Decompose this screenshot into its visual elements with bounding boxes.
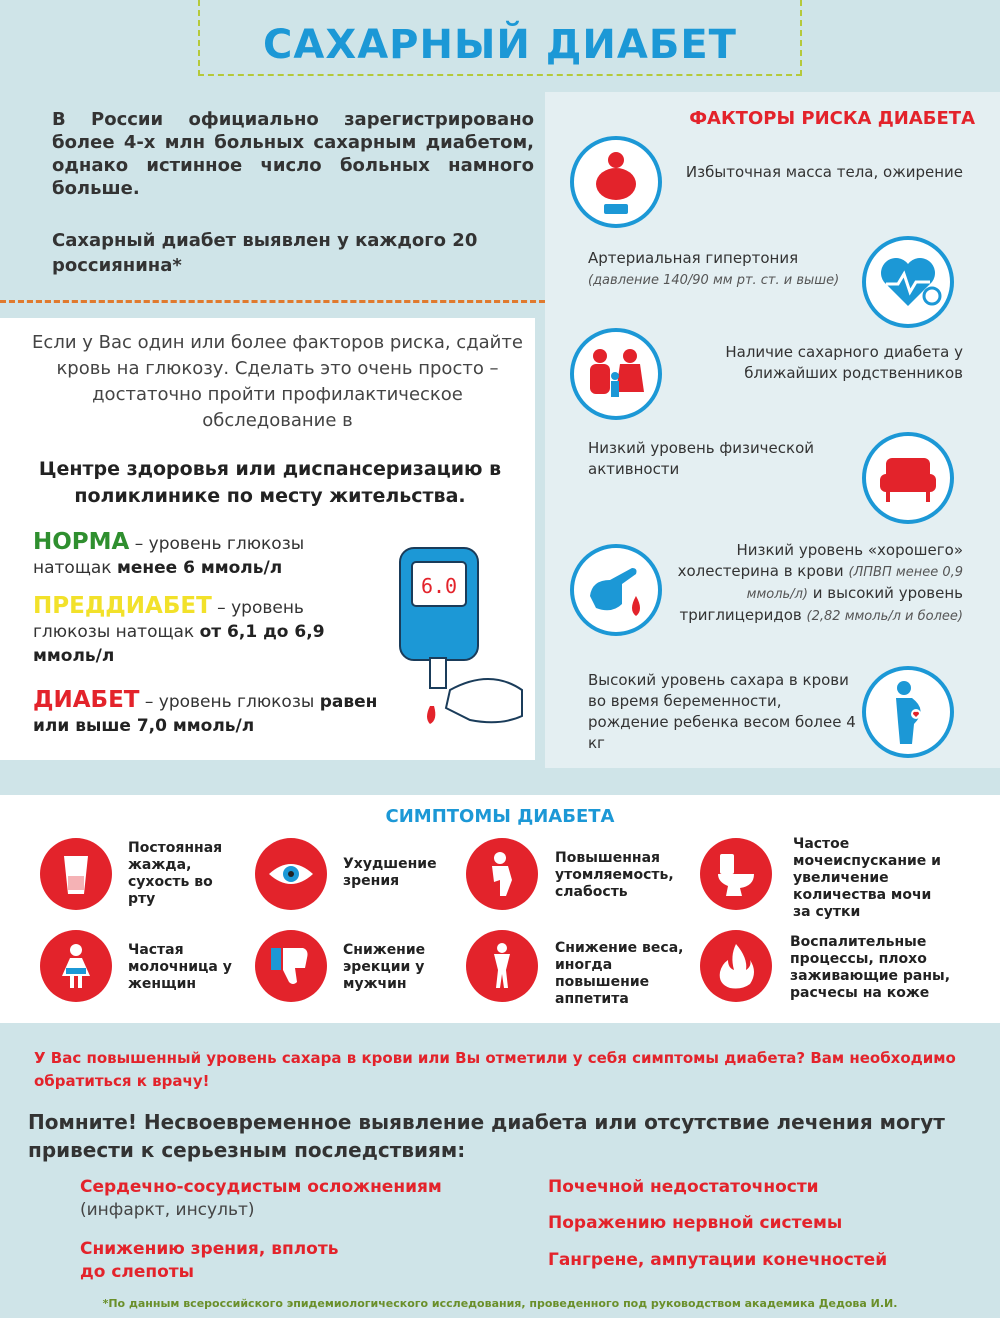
advice-bold: Центре здоровья или диспансеризацию в поликлинике по месту жительства. <box>38 458 502 507</box>
intro-stat: Сахарный диабет выявлен у каждого 20 россиянина* <box>52 230 478 276</box>
level-diabetes: ДИАБЕТ – уровень глюкозы равен или выше 7,0 ммоль/л <box>33 687 378 736</box>
page-title: САХАРНЫЙ ДИАБЕТ <box>263 22 737 68</box>
intro-text: В России официально зарегистрировано более 4-х млн больных сахарным диабетом, однако истинное число больных намного больше. <box>52 109 534 199</box>
finger-blood-icon <box>570 544 662 636</box>
pregnant-icon <box>862 666 954 758</box>
risk-item-cholesterol: Низкий уровень «хорошего» холестерина в крови (ЛПВП менее 0,9 ммоль/л) и высокий уровень триглицеридов (2,82 ммоль/л и более) <box>677 541 963 624</box>
level-norm: НОРМА – уровень глюкозы натощак менее 6 ммоль/л <box>33 529 305 578</box>
flame-icon <box>700 930 772 1002</box>
symptom-thrush: Частая молочница у женщин <box>128 942 232 992</box>
armchair-icon <box>862 432 954 524</box>
remember-text: Помните! Несвоевременное выявление диабета или отсутствие лечения могут привести к серьезным последствиям: <box>28 1110 945 1162</box>
consequence-gangrene: Гангрене, ампутации конечностей <box>548 1250 888 1270</box>
level-key: НОРМА <box>33 529 130 555</box>
warning-text: У Вас повышенный уровень сахара в крови или Вы отметили у себя симптомы диабета? Вам необходимо обратиться к врачу! <box>34 1049 956 1090</box>
meter-display: 6.0 <box>420 574 458 598</box>
risk-item-pregnancy: Высокий уровень сахара в крови во время беременности, рождение ребенка весом более 4 кг <box>588 671 856 752</box>
consequence-cardio: Сердечно-сосудистым осложнениям (инфаркт, инсульт) <box>80 1177 442 1220</box>
thin-body-icon <box>466 930 538 1002</box>
consequence-vision: Снижению зрения, вплоть до слепоты <box>80 1239 339 1282</box>
consequence-kidney: Почечной недостаточности <box>548 1177 819 1197</box>
eye-icon <box>255 838 327 910</box>
symptom-erection: Снижение эрекции у мужчин <box>343 942 426 992</box>
symptom-fatigue: Повышенная утомляемость, слабость <box>555 850 674 900</box>
level-prediabetes: ПРЕДДИАБЕТ – уровень глюкозы натощак от 6,1 до 6,9 ммоль/л <box>33 593 325 666</box>
thumb-down-icon <box>255 930 327 1002</box>
symptoms-title: СИМПТОМЫ ДИАБЕТА <box>385 806 615 827</box>
glucometer-icon <box>390 540 530 740</box>
risk-item-obesity: Избыточная масса тела, ожирение <box>685 163 963 181</box>
divider <box>0 300 545 303</box>
family-icon <box>570 328 662 420</box>
footnote: *По данным всероссийского эпидемиологического исследования, проведенного под руководством академика Дедова И.И. <box>102 1297 898 1310</box>
obesity-icon <box>570 136 662 228</box>
risk-title: ФАКТОРЫ РИСКА ДИАБЕТА <box>689 108 975 129</box>
level-key: ПРЕДДИАБЕТ <box>33 593 212 619</box>
risk-item-activity: Низкий уровень физической активности <box>588 439 815 478</box>
risk-item-family: Наличие сахарного диабета у ближайших родственников <box>725 343 963 382</box>
tired-person-icon <box>466 838 538 910</box>
consequence-nervous: Поражению нервной системы <box>548 1213 843 1233</box>
advice-text: Если у Вас один или более факторов риска, сдайте кровь на глюкозу. Сделать это очень просто – достаточно пройти профилактическое обследование в <box>32 332 523 431</box>
symptom-urination: Частое мочеиспускание и увеличение количества мочи за сутки <box>793 836 941 920</box>
level-key: ДИАБЕТ <box>33 687 140 713</box>
glass-icon <box>40 838 112 910</box>
risk-item-hypertension: Артериальная гипертония (давление 140/90 мм рт. ст. и выше) <box>588 249 840 288</box>
symptom-inflammation: Воспалительные процессы, плохо заживающие раны, расчесы на коже <box>790 934 951 1001</box>
symptom-weight: Снижение веса, иногда повышение аппетита <box>555 940 684 1007</box>
symptom-thirst: Постоянная жажда, сухость во рту <box>128 840 223 907</box>
symptom-vision: Ухудшение зрения <box>343 856 437 889</box>
heart-pressure-icon <box>862 236 954 328</box>
woman-icon <box>40 930 112 1002</box>
toilet-icon <box>700 838 772 910</box>
